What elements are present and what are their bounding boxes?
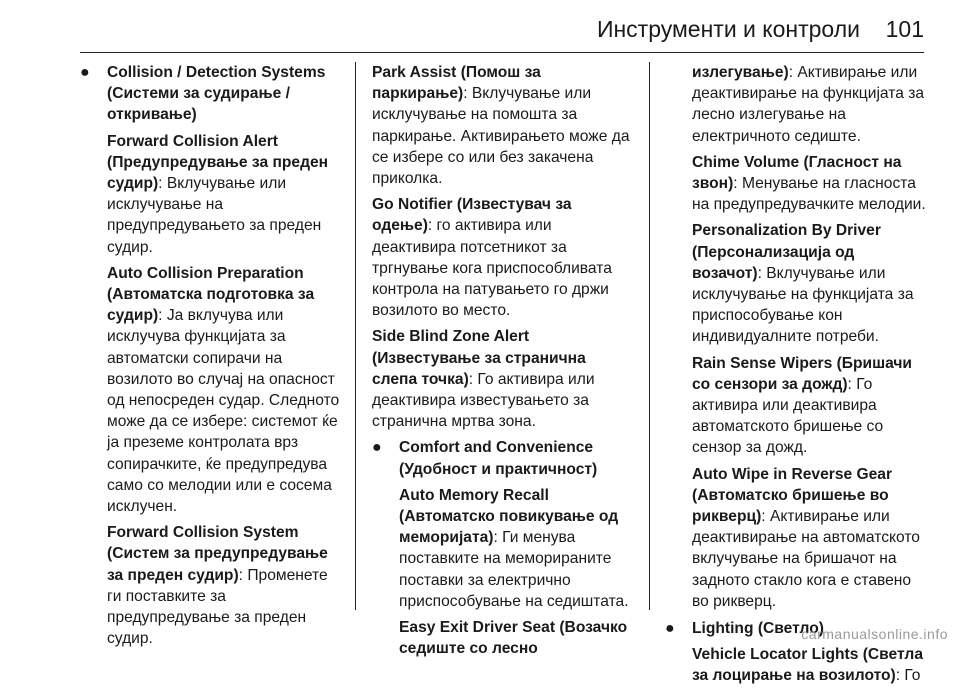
entry-forward-collision-system [107,522,345,649]
entry-auto-wipe-reverse [692,464,927,612]
entry-text: : Ја вклучува или исклучува функцијата за автоматски сопирачи на возилото во случај на опасност од непосреден судар. Следното може да се избере: системот ќе ја преземе контролата врз сопирачките, ќе предупредува само со мелодии или е сосема исклучен. [107,307,340,516]
bullet-icon: ● [80,64,90,81]
section-collision [80,62,345,649]
entry-vehicle-locator-lights [692,644,927,686]
entry-park-assist [372,62,634,189]
watermark: carmanualsonline.info [801,626,948,642]
entry-title: Rain Sense Wipers (Бришачи со сензори за дожд) [692,354,913,393]
entry-text: : Вклучување или исклучување на функцијата за приспособување кон индивидуалните потреби. [692,264,914,346]
entry-title: Forward Collision Alert (Предупредување за преден судир) [107,132,329,193]
entry-go-notifier [372,194,634,321]
entry-title: излегување) [692,64,789,81]
bullet-icon: ● [665,620,675,638]
entry-title: Auto Collision Preparation (Автоматска подготовка за судир) [107,264,315,325]
section-comfort-continued [665,62,927,612]
entry-title: Park Assist (Помош за паркирање) [372,64,541,103]
header-rule [80,52,924,53]
entry-personalization [692,220,927,347]
bullet-icon: ● [372,439,382,457]
entry-text: : Го активира или деактивира автоматското бришење со сензор за дожд. [692,375,884,457]
entry-chime-volume [692,152,927,216]
entry-forward-collision-alert [107,131,345,258]
section-comfort [372,437,634,659]
entry-text: : Активирање или деактивирање на функцијата за лесно излегување на електричното седиште. [692,64,925,145]
entry-text: : Менување на гласноста на предупредувачките мелодии. [692,175,926,214]
entry-auto-collision-preparation [107,263,345,517]
entry-side-blind-zone [372,326,634,432]
entry-title: Forward Collision System (Систем за предупредување за преден судир) [107,524,328,584]
section-title: Lighting (Светло) [692,620,824,638]
entry-auto-memory-recall [399,485,634,612]
page-header [0,0,960,54]
entry-text: : Вклучување или исклучување на предупредувањето за преден судир. [107,175,322,256]
column-divider-1 [355,62,356,610]
column-3 [665,62,927,689]
entry-title: Easy Exit Driver Seat (Возачко седиште со лесно [399,619,628,658]
entry-text: : Ги менува поставките на меморираните поставки за електрично приспособување на седиштата. [399,529,629,610]
entry-title: Personalization By Driver (Персонализација од возачот) [692,222,881,282]
section-title: Comfort and Convenience (Удобност и практичност) [399,439,598,478]
entry-text: : Вклучување или исклучување на помошта за паркирање. Активирањето може да се избере со или без закачена приколка. [372,85,630,188]
column-2 [372,62,634,661]
entry-rain-sense-wipers [692,353,927,459]
entry-title: Auto Memory Recall (Автоматско повикување од меморијата) [399,486,619,547]
entry-easy-exit-continued [692,62,927,147]
entry-text: : Го [895,667,921,685]
entry-text: : го активира или деактивира потсетникот за тргнување кога приспособливата контрола на патувањето го држи возилото во место. [372,217,612,320]
entry-easy-exit-seat [399,617,634,659]
column-1 [80,62,345,651]
entry-text: : Активирање или деактивирање на автоматското вклучување на бришачот на задното стакло кога е ставено во рикверц. [692,508,920,610]
section-title: Collision / Detection Systems (Системи за судирање / откривање) [107,64,326,124]
page-title: Инструменти и контроли [596,16,860,42]
column-divider-2 [649,62,650,610]
entry-title: Chime Volume (Гласност на звон) [692,153,902,193]
entry-title: Auto Wipe in Reverse Gear (Автоматско бришење во рикверц) [692,465,893,526]
entry-text: : Променете ги поставките за предупредување за преден судир. [107,566,328,648]
page-number: 101 [885,16,924,42]
entry-title: Side Blind Zone Alert (Известување за странична слепа точка) [372,328,586,388]
entry-title: Go Notifier (Известувач за одење) [372,196,572,235]
entry-text: : Го активира или деактивира известувањето за странична мртва зона. [372,370,595,431]
entry-title: Vehicle Locator Lights (Светла за лоцирање на возилото) [692,646,924,685]
